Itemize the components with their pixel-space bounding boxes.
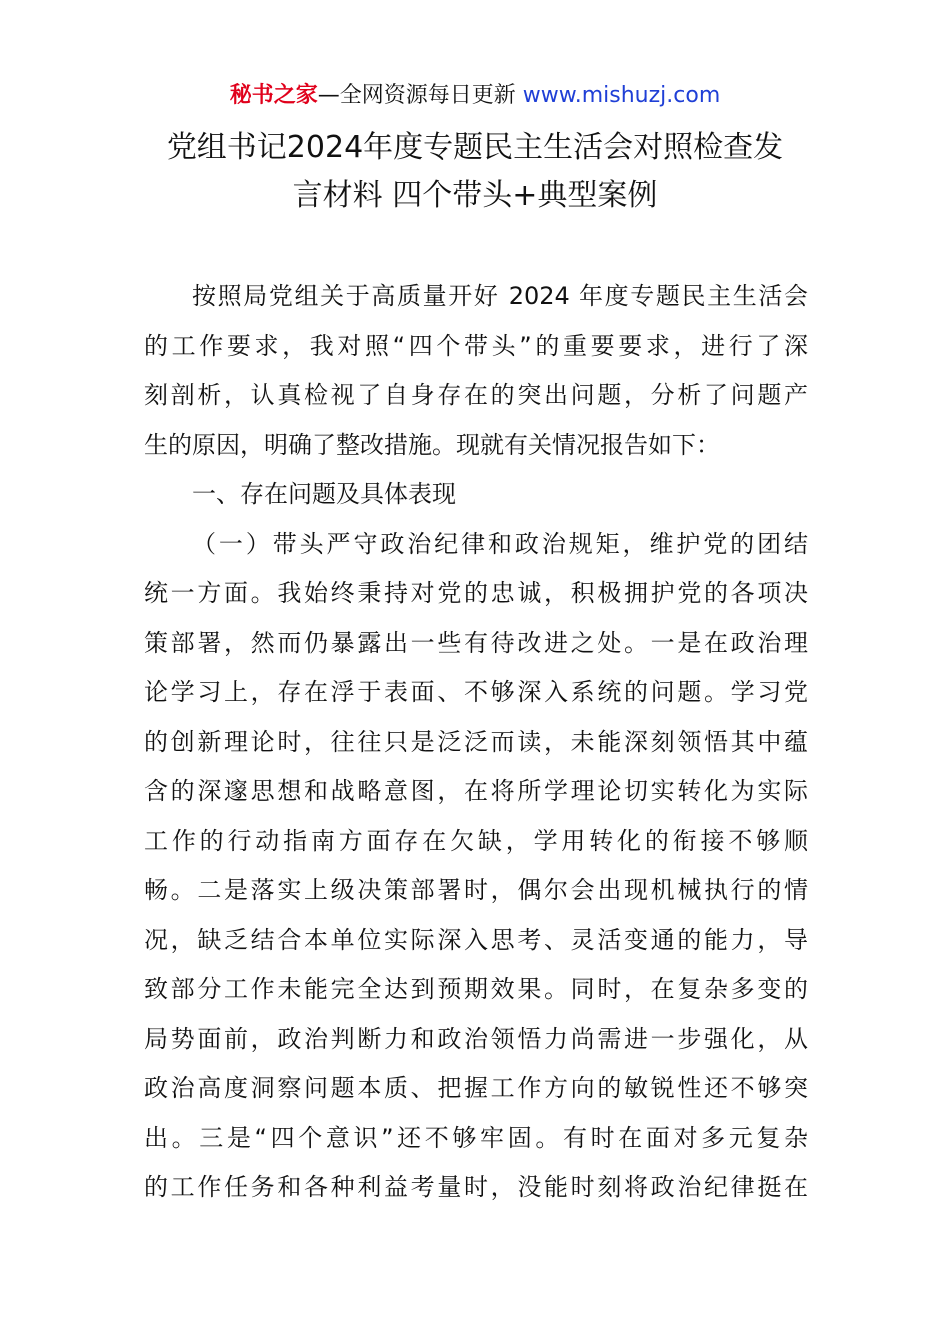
body-line: 出。三是“四个意识”还不够牢固。有时在面对多元复杂 [144,1123,808,1152]
body-line: 的工作任务和各种利益考量时，没能时刻将政治纪律挺在 [144,1173,808,1201]
body-line: 政治高度洞察问题本质、把握工作方向的敏锐性还不够突 [144,1074,808,1102]
body-line: 致部分工作未能完全达到预期效果。同时，在复杂多变的 [144,975,808,1003]
subsection-heading: （一）带头严守政治纪律和政治规矩，维护党的团结 [192,529,808,558]
body-line: 工作的行动指南方面存在欠缺，学用转化的衔接不够顺 [144,826,808,855]
body-line: 的创新理论时，往往只是泛泛而读，未能深刻领悟其中蕴 [144,727,808,756]
body-line: 况，缺乏结合本单位实际深入思考、灵活变通的能力，导 [144,925,808,954]
body-line: 畅。二是落实上级决策部署时，偶尔会出现机械执行的情 [144,876,808,904]
body-line: 的工作要求，我对照“四个带头”的重要要求，进行了深 [144,331,808,360]
brand-slogan: —全网资源每日更新 [317,83,516,108]
body-line: 按照局党组关于高质量开好 2024 年度专题民主生活会 [192,282,808,310]
document-body [144,272,808,1213]
body-line: 统一方面。我始终秉持对党的忠诚，积极拥护党的各项决 [144,579,808,607]
site-banner [0,80,950,112]
body-line: 含的深邃思想和战略意图，在将所学理论切实转化为实际 [144,777,808,805]
body-line: 局势面前，政治判断力和政治领悟力尚需进一步强化，从 [144,1024,808,1053]
body-line: 刻剖析，认真检视了自身存在的突出问题，分析了问题产 [144,381,808,409]
document-title [60,124,890,220]
site-url-link[interactable]: www.mishuzj.com [522,83,721,108]
brand-name: 秘书之家 [229,83,318,108]
body-line: 生的原因，明确了整改措施。现就有关情况报告如下： [144,430,720,459]
title-line-2: 言材料 四个带头+典型案例 [292,178,658,213]
body-line: 策部署，然而仍暴露出一些有待改进之处。一是在政治理 [144,628,808,657]
body-line: 论学习上，存在浮于表面、不够深入系统的问题。学习党 [144,678,808,706]
section-heading: 一、存在问题及具体表现 [192,480,456,508]
title-line-1: 党组书记2024年度专题民主生活会对照检查发 [166,130,784,165]
